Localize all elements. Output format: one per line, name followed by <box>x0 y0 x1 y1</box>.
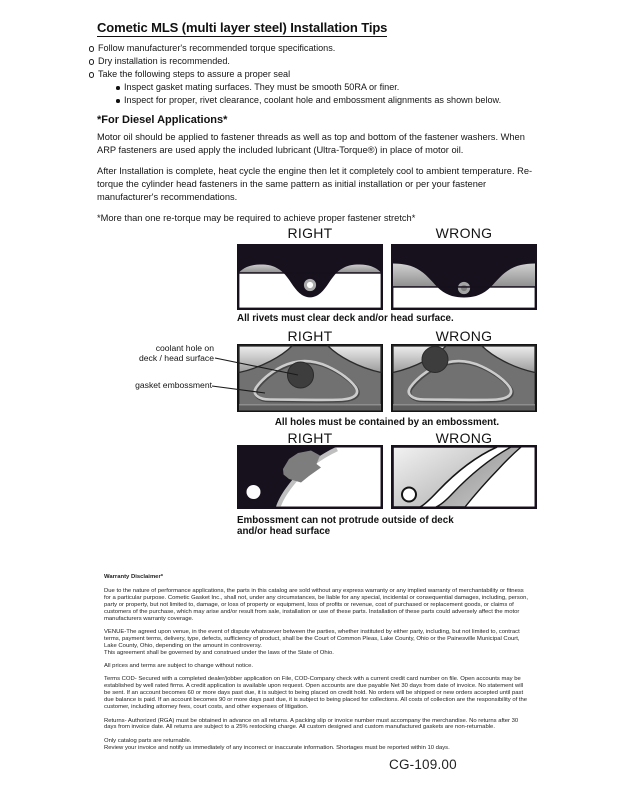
coolant-hole-label-line1: coolant hole on <box>155 343 214 353</box>
wrong-label: WRONG <box>435 328 493 344</box>
figure-caption-line2: and/or head surface <box>237 526 331 537</box>
tip-item: Follow manufacturer's recommended torque specifications. <box>88 42 543 55</box>
diagram-rivet-right <box>237 244 383 310</box>
diagram-rivet-wrong <box>391 244 537 310</box>
disclaimer-paragraph: Terms COD- Secured with a completed dealer/jobber application on File, COD-Company check with a current credit card number on file. Open accounts may be established by well rated firms. A credit application is available upon request. Open accounts are due payable Net 30 days from date of invoice. No statement will be sent. If an account becomes 60 or more days past due, it is subject to being placed on credit hold. No orders will be shipped or new orders accepted until past due balance is paid. If an account becomes 90 or more days past due, it is subject to being placed for collections. All costs of collection are the responsibility of the customer, including attorney fees, court costs, and other expenses of litigation. <box>104 676 528 711</box>
disclaimer-paragraph: All prices and terms are subject to change without notice. <box>104 663 253 670</box>
page-title-text: Cometic MLS (multi layer steel) Installation Tips <box>97 20 388 35</box>
diagram-protrusion-right <box>237 445 383 509</box>
disclaimer-paragraph: Review your invoice and notify us immediately of any incorrect or inaccurate information. Shortages must be reported within 10 days. <box>104 744 450 751</box>
page-code: CG-109.00 <box>389 757 457 772</box>
disclaimer-heading: Warranty Disclaimer* <box>104 574 164 580</box>
figure-caption: All holes must be contained by an embossment. <box>274 417 500 428</box>
disclaimer-paragraph: VENUE-The agreed upon venue, in the event of dispute whatsoever between the parties, whether instituted by either party, including, but not limited to, contract terms, payment terms, delivery, type, defects, sufficiency of product, shall be the Court of Common Pleas, Lake County, Ohio or the Painesville Municipal Court, Lake County, Ohio, depending on the amount in controversy. <box>104 628 520 649</box>
gasket-embossment-label: gasket embossment <box>135 380 212 390</box>
coolant-hole-label <box>96 344 214 364</box>
diesel-paragraph: Motor oil should be applied to fastener threads as well as top and bottom of the fastener washers. When ARP fasteners are used apply the included lubricant (Ultra-Torque®) in place of motor oil. <box>97 132 525 155</box>
wrong-label: WRONG <box>435 430 493 446</box>
coolant-hole-label-line2: deck / head surface <box>138 352 214 363</box>
figure-row-rivet-clearance <box>0 225 618 330</box>
page-title <box>97 20 387 35</box>
right-label: RIGHT <box>287 328 333 344</box>
tip-item: Take the following steps to assure a proper seal <box>88 68 543 81</box>
disclaimer-paragraph: Due to the nature of performance applications, the parts in this catalog are sold without any express warranty or any implied warranty of merchantability or fitness for a particular purpose. Cometic Gasket Inc., shall not, under any circumstances, be liable for any special, incidental or consequential damages, including, person, party or property, but not limited to, damage, or loss of property or equipment, loss of profits or revenue, cost of purchased or replacement goods, or claims of customers of the purchase, which may arise and/or result from sale, installation or use of these parts. Installation of these parts could adversely affect the motor manufacturers warranty coverage. <box>104 587 529 622</box>
retorque-note: *More than one re-torque may be required to achieve proper fastener stretch* <box>97 213 416 223</box>
installation-tips-list <box>88 42 543 107</box>
tip-item: Dry installation is recommended. <box>88 55 543 68</box>
tip-subitem: Inspect for proper, rivet clearance, coolant hole and embossment alignments as shown below. <box>88 94 543 107</box>
diagram-embossment-right <box>237 344 383 412</box>
figure-row-embossment-containment <box>0 328 618 440</box>
figure-caption-line1: Embossment can not protrude outside of deck <box>237 515 454 526</box>
diagram-protrusion-wrong <box>391 445 537 509</box>
figure-caption: All rivets must clear deck and/or head surface. <box>237 313 454 324</box>
wrong-label: WRONG <box>435 225 493 241</box>
tip-subitem: Inspect gasket mating surfaces. They must be smooth 50RA or finer. <box>88 81 543 94</box>
diesel-heading: *For Diesel Applications* <box>97 114 228 126</box>
figure-caption <box>237 515 467 537</box>
disclaimer-paragraph: This agreement shall be governed by and construed under the laws of the State of Ohio. <box>104 649 334 656</box>
right-label: RIGHT <box>287 430 333 446</box>
diesel-applications-section <box>97 114 539 225</box>
disclaimer-paragraph: Returns- Authorized (RGA) must be obtained in advance on all returns. A packing slip or invoice number must accompany the merchandise. No returns after 30 days from invoice date. All returns are subject to a 25% restocking charge. All custom designed and custom manufactured gaskets are non-returnable. <box>104 717 519 731</box>
diesel-paragraph: After Installation is complete, heat cycle the engine then let it completely cool to ambient temperature. Re-torque the cylinder head fasteners in the same pattern as initial installation or per your fastener manufacturer's recommendations. <box>97 166 533 202</box>
right-label: RIGHT <box>287 225 333 241</box>
diagram-embossment-wrong <box>391 344 537 412</box>
warranty-disclaimer <box>104 574 530 758</box>
figure-row-embossment-protrusion <box>0 430 618 542</box>
disclaimer-paragraph: Only catalog parts are returnable. <box>104 737 192 744</box>
